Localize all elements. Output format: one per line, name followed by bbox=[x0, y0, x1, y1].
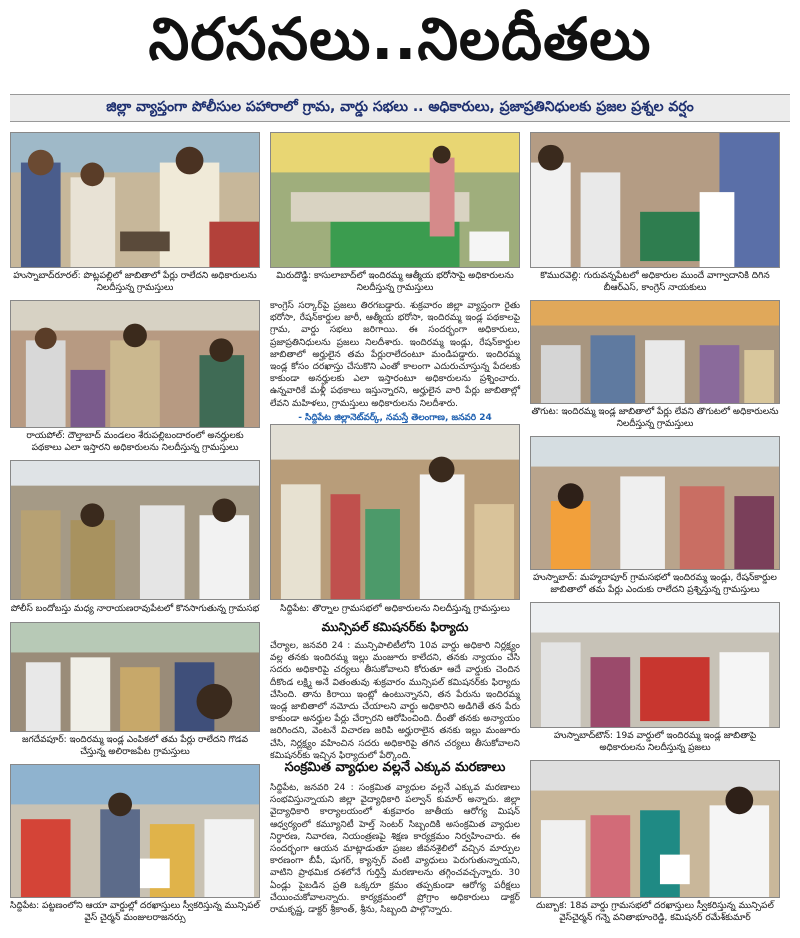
page-headline bbox=[0, 0, 800, 92]
photo-guruvannapeta bbox=[530, 132, 780, 268]
photo-alirajpet bbox=[10, 622, 260, 732]
headline-text: నిరసనలు..నిలదీతలు bbox=[148, 4, 652, 73]
subheadline-bar bbox=[10, 94, 790, 122]
caption-guruvannapeta: కొమురవెల్లి: గురువన్నపేటలో అధికారుల ముందే వాగ్వాదానికి దిగిన బీఆర్‌ఎస్, కాంగ్రెస్ నాయకులు bbox=[540, 271, 770, 293]
photo-siddipet-wards bbox=[10, 764, 260, 898]
caption-narayanaraopet: పోలీస్ బందోబస్తు మధ్య నారాయణరావుపేటలో కొనసాగుతున్న గ్రామసభ bbox=[10, 604, 260, 614]
article-main-body: కాంగ్రెస్ సర్కార్‌పై ప్రజలు తిరగబడ్డారు. శుక్రవారం జిల్లా వ్యాప్తంగా రైతు భరోసా, రేషన్‌కార్డుల జారీ, ఆత్మీయ భరోసా, ఇందిరమ్మ ఇండ్ల పథకాలపై గ్రామ, వార్డు సభలు జరిగాయి. ఈ సందర్భంగా అధికారులు, ప్రజాప్రతినిధులను ప్రజలు నిలదీశారు. ఇందిరమ్మ ఇండ్లు, రేషన్‌కార్డుల జాబితాలో అర్హులైన తమ పేర్లురాలేదంటూ మండిపడ్డారు. ఇందిరమ్మ ఇండ్ల కోసం దరఖాస్తు చేసుకొని ఎంతో కాలంగా ఎదురుచూస్తున్న పేదలకు కాకుండా అనర్హులకు ఎలా ఇస్తారంటూ అధికారులను ప్రశ్నించారు. ఉన్నవారికే మళ్లీ పథకాలు ఇస్తున్నారని, అర్హులైన వారి పేర్లు జాబితాల్లో లేవని మహిళలు, గ్రామస్తులు అధికారులను నిలదీశారు. bbox=[270, 301, 520, 409]
article-main-dateline: - సిద్దిపేట జిల్లానెట్‌వర్క్, నమస్తే తెలంగాణ, జనవరి 24 bbox=[298, 412, 492, 423]
photo-toguta bbox=[530, 300, 780, 404]
caption-potlapalli: హుస్నాబాద్‌రూరల్: పొట్లపల్లిలో జాబితాలో పేర్లు రాలేదని అధికారులను నిలదీస్తున్న గ్రామస్తులు bbox=[13, 271, 257, 293]
photo-mahmadapur bbox=[530, 436, 780, 570]
caption-siddipet-wards: సిద్దిపేట: పట్టణంలోని ఆయా వార్డుల్లో దరఖాస్తులు స్వీకరిస్తున్న మున్సిపల్ వైస్ చైర్మన్ మంజులరాజనర్సు bbox=[10, 901, 260, 923]
caption-tornala: సిద్దిపేట: తొర్నాల గ్రామసభలో అధికారులను నిలదీస్తున్న గ్రామస్తులు bbox=[280, 604, 510, 614]
photo-sherupalli bbox=[10, 300, 260, 428]
article-disease-title: సంక్రమిత వ్యాధుల వల్లనే ఎక్కువ మరణాలు bbox=[284, 760, 506, 775]
article-disease-body: సిద్దిపేట, జనవరి 24 : సంక్రమిత వ్యాధుల వల్లనే ఎక్కువ మరణాలు సంభవిస్తున్నాయని జిల్లా వైద్యాధికారి పల్వాన్ కుమార్ అన్నారు. జిల్లా వైద్యాధికారి కార్యాలయంలో శుక్రవారం జాతీయ ఆరోగ్య మిషన్ ఆధ్వర్యంలో కమ్యూనిటీ హెల్త్ సెంటర్ సిబ్బందికి అసంక్రమిత వ్యాధుల నిర్ధారణ, నివారణ, నియంత్రణపై శిక్షణ కార్యక్రమం నిర్వహించారు. ఈ సందర్భంగా ఆయన మాట్లాడుతూ ప్రజల జీవనశైలిలో వచ్చిన మార్పుల కారణంగా బీపీ, షుగర్, క్యాన్సర్ వంటి వ్యాధులు పెరుగుతున్నాయని, వాటిని ప్రాథమిక దశలోనే గుర్తిస్తే మరణాలను తగ్గించవచ్చన్నారు. 30 ఏండ్లు పైబడిన ప్రతి ఒక్కరూ క్రమం తప్పకుండా ఆరోగ్య పరీక్షలు చేయించుకోవాలన్నారు. కార్యక్రమంలో ప్రోగ్రాం అధికారులు డాక్టర్ రామకృష్ణ, డాక్టర్ శ్రీకాంత్, శ్రీను, సిబ్బంది పాల్గొన్నారు. bbox=[270, 783, 520, 916]
article-main bbox=[270, 300, 520, 423]
photo-potlapalli bbox=[10, 132, 260, 268]
subheadline-text: జిల్లా వ్యాప్తంగా పోలీసుల పహారాలో గ్రామ, వార్డు సభలు .. అధికారులు, ప్రజాప్రతినిధులకు ప్రజల ప్రశ్నల వర్షం bbox=[106, 98, 694, 115]
photo-ward19 bbox=[530, 602, 780, 728]
caption-sherupalli: రాయపోల్: దౌల్తాబాద్ మండలం శేరుపల్లిబందారంలో అనర్హులకు పథకాలు ఎలా ఇస్తారని అధికారులను నిలదీస్తున్న గ్రామస్తులు bbox=[26, 431, 244, 453]
photo-tornala bbox=[270, 424, 520, 600]
article-commissioner-title: మున్సిపల్ కమిషనర్‌కు ఫిర్యాదు bbox=[321, 620, 469, 634]
photo-kasulabad bbox=[270, 132, 520, 268]
caption-alirajpet: జగదేవపూర్: ఇందిరమ్మ ఇండ్ల ఎంపికలో తమ పేర్లు రాలేదని గొడవ చేస్తున్న అలిరాజపేట గ్రామస్తులు bbox=[21, 735, 249, 757]
photo-dubbaka bbox=[530, 760, 780, 898]
caption-ward19: హుస్నాబాద్‌టౌన్: 19వ వార్డులో ఇందిరమ్మ ఇండ్ల జాబితాపై అధికారులను నిలదీస్తున్న ప్రజలు bbox=[553, 731, 757, 753]
photo-narayanaraopet bbox=[10, 460, 260, 600]
caption-mahmadapur: హుస్నాబాద్: మహ్మదాపూర్ గ్రామసభలో ఇందిరమ్మ ఇండ్లు, రేషన్‌కార్డుల జాబితాలో తమ పేర్లు ఎందుకు రాలేదని ప్రశ్నిస్తున్న గ్రామస్తులు bbox=[533, 573, 777, 595]
caption-kasulabad: మిరుదొడ్డి: కాసులాబాద్‌లో ఇందిరమ్మ ఆత్మీయ భరోసాపై అధికారులను నిలదీస్తున్న గ్రామస్తులు bbox=[276, 271, 514, 293]
article-commissioner-body: చేర్యాల, జనవరి 24 : మున్సిపాలిటీలోని 10వ వార్డు అధికారి నిర్లక్ష్యం వల్ల తనకు ఇందిరమ్మ ఇల్లు మంజూరు కాలేదని, తనకు న్యాయం చేసి సదరు అధికారిపై చర్యలు తీసుకోవాలని కోరుతూ ఆదే వార్డుకు చెందిన దీకొండ లక్ష్మి అనే వితంతువు శుక్రవారం మున్సిపల్ కమిషనర్‌కు ఫిర్యాదు చేసింది. తాను కిరాయి ఇంట్లో ఉంటున్నానని, తన పేరును ఇందిరమ్మ ఇండ్ల జాబితాలో నమోదు చేయాలని వార్డు అధికారిని అడిగితే తన పేరు కాకుండా అనర్హుల పేర్లు చేర్చారని ఆరోపించింది. దీంతో తనకు అన్యాయం జరిగిందని, వెంటనే విచారణ జరిపి అర్హురాలైన తనకు ఇల్లు మంజూరు చేసి, నిర్లక్ష్యం వహించిన సదరు అధికారిపై తగిన చర్యలు తీసుకోవాలని కమిషనర్‌కు ఇచ్చిన ఫిర్యాదులో పేర్కొంది. bbox=[270, 641, 520, 761]
caption-toguta: తొగుట: ఇందిరమ్మ ఇండ్ల జాబితాలో పేర్లు లేవని తొగుటలో అధికారులను నిలదీస్తున్న గ్రామస్తులు bbox=[531, 407, 779, 429]
caption-dubbaka: దుబ్బాక: 18వ వార్డు గ్రామసభలో దరఖాస్తులు స్వీకరిస్తున్న మున్సిపల్ వైస్‌చైర్మన్ గన్నె వనితాభూంరెడ్డి, కమిషనర్ రమేశ్‌కుమార్ bbox=[536, 901, 774, 923]
